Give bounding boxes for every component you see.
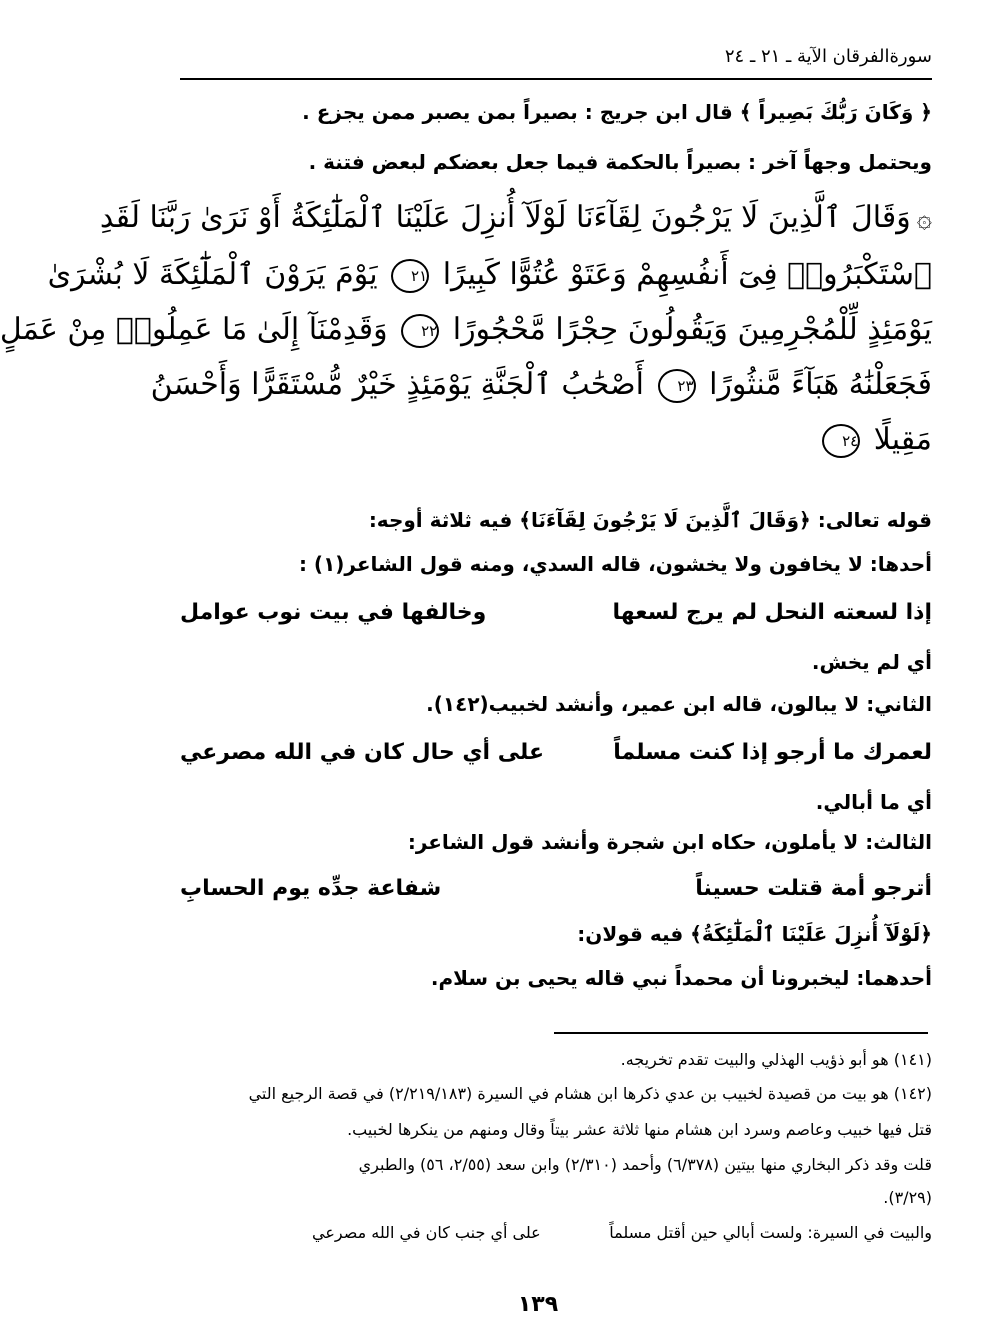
- poem-hemistich-first: لعمرك ما أرجو إذا كنت مسلماً: [613, 740, 932, 765]
- quran-line-5: [180, 412, 932, 467]
- footnote-142-cont-2: قلت وقد ذكر البخاري منها بيتين (٦/٣٧٨) وأحمد (٢/٣١٠) وابن سعد (٢/٥٥، ٥٦) والطبري: [358, 1155, 932, 1174]
- header-rule: [180, 78, 932, 80]
- verse-text: فَجَعَلْنَٰهُ هَبَآءً مَّنثُورًا: [709, 367, 932, 402]
- ayah-number-marker: ٢١: [391, 259, 429, 293]
- footnote-142: (١٤٢) هو بيت من قصيدة لخبيب بن عدي ذكرها ابن هشام في السيرة (٢/٢١٩/١٨٣) في قصة الرجيع التي: [248, 1084, 932, 1103]
- commentary-line-6: الثالث: لا يأملون، حكاه ابن شجرة وأنشد قول الشاعر:: [407, 830, 932, 854]
- commentary-line-5: أي ما أبالي.: [815, 790, 932, 814]
- body-line-2: ويحتمل وجهاً آخر : بصيراً بالحكمة فيما جعل بعضكم لبعض فتنة .: [308, 150, 932, 174]
- quran-line-1: [99, 190, 932, 247]
- commentary-line-1: قوله تعالى: ﴿وَقَالَ ٱلَّذِينَ لَا يَرْجُونَ لِقَآءَنَا﴾ فيه ثلاثة أوجه:: [368, 508, 932, 532]
- commentary-line-8: أحدهما: ليخبرونا أن محمداً نبي قاله يحيى بن سلام.: [430, 966, 932, 990]
- quran-line-2: [47, 247, 932, 302]
- footnote-141: (١٤١) هو أبو ذؤيب الهذلي والبيت تقدم تخريجه.: [620, 1050, 932, 1069]
- body-line-1: ﴿ وَكَانَ رَبُّكَ بَصِيراً ﴾ قال ابن جريج : بصيراً بمن يصبر ممن يجزع .: [302, 100, 932, 124]
- verse-text: مَقِيلًا: [873, 422, 932, 457]
- quran-line-3: [0, 302, 932, 357]
- quran-verses-block: [0, 190, 932, 467]
- ayah-number-marker: ٢٣: [658, 369, 696, 403]
- ayah-number-marker: ٢٤: [822, 424, 860, 458]
- footnote-poem-first: والبيت في السيرة: ولست أبالي حين أقتل مسلماً: [609, 1223, 932, 1242]
- footnote-142-cont-3: (٣/٢٩).: [883, 1188, 932, 1207]
- poem-hemistich-second: شفاعة جدِّه يوم الحسابِ: [180, 876, 442, 901]
- commentary-line-2: أحدها: لا يخافون ولا يخشون، قاله السدي، ومنه قول الشاعر(١) :: [298, 552, 932, 576]
- poem-verse-1: [180, 600, 932, 634]
- commentary-line-4: الثاني: لا يبالون، قاله ابن عمير، وأنشد لخبيب(١٤٢).: [426, 692, 932, 716]
- verse-text: يَوْمَ يَرَوْنَ ٱلْمَلَٰٓئِكَةَ لَا بُشْرَىٰ: [47, 257, 378, 292]
- commentary-line-3: أي لم يخش.: [811, 650, 932, 674]
- page-number: ١٣٩: [517, 1292, 559, 1317]
- poem-verse-3: [180, 876, 932, 910]
- running-header: سورة‌الفرقان الآية ـ ٢١ ـ ٢٤: [724, 46, 932, 67]
- footnote-poem-second: على أي جنب كان في الله مصرعي: [312, 1223, 541, 1242]
- verse-text: أَصْحَٰبُ ٱلْجَنَّةِ يَوْمَئِذٍ خَيْرٌ مُّسْتَقَرًّا وَأَحْسَنُ: [150, 367, 644, 402]
- verse-text: يَوْمَئِذٍ لِّلْمُجْرِمِينَ وَيَقُولُونَ حِجْرًا مَّحْجُورًا: [452, 312, 932, 347]
- footnote-separator: [554, 1032, 928, 1034]
- rub-el-hizb-icon: ۞: [916, 204, 932, 234]
- poem-hemistich-first: إذا لسعته النحل لم يرج لسعها: [612, 600, 932, 625]
- poem-hemistich-second: على أي حال كان في الله مصرعي: [180, 740, 545, 765]
- verse-text: وَقَدِمْنَآ إِلَىٰ مَا عَمِلُوا۟ مِنْ عَمَلٍ: [0, 312, 388, 347]
- poem-hemistich-second: وخالفها في بيت نوب عوامل: [180, 600, 487, 625]
- verse-text: ٱسْتَكْبَرُوا۟ فِىٓ أَنفُسِهِمْ وَعَتَوْ عُتُوًّا كَبِيرًا: [442, 257, 932, 292]
- quran-line-4: [150, 357, 932, 412]
- poem-hemistich-first: أترجو أمة قتلت حسيناً: [695, 876, 932, 901]
- ayah-number-marker: ٢٢: [401, 314, 439, 348]
- verse-text: وَقَالَ ٱلَّذِينَ لَا يَرْجُونَ لِقَآءَنَا لَوْلَآ أُنزِلَ عَلَيْنَا ٱلْمَلَٰٓئِكَةُ أَوْ نَرَىٰ رَبَّنَا لَقَدِ: [99, 200, 911, 235]
- footnote-142-cont-1: قتل فيها خبيب وعاصم وسرد ابن هشام منها ثلاثة عشر بيتاً وقال ومنهم من ينكرها لخبيب.: [347, 1120, 932, 1139]
- commentary-line-7: ﴿لَوْلَآ أُنزِلَ عَلَيْنَا ٱلْمَلَٰٓئِكَةُ﴾ فيه قولان:: [577, 922, 932, 946]
- poem-verse-2: [180, 740, 932, 774]
